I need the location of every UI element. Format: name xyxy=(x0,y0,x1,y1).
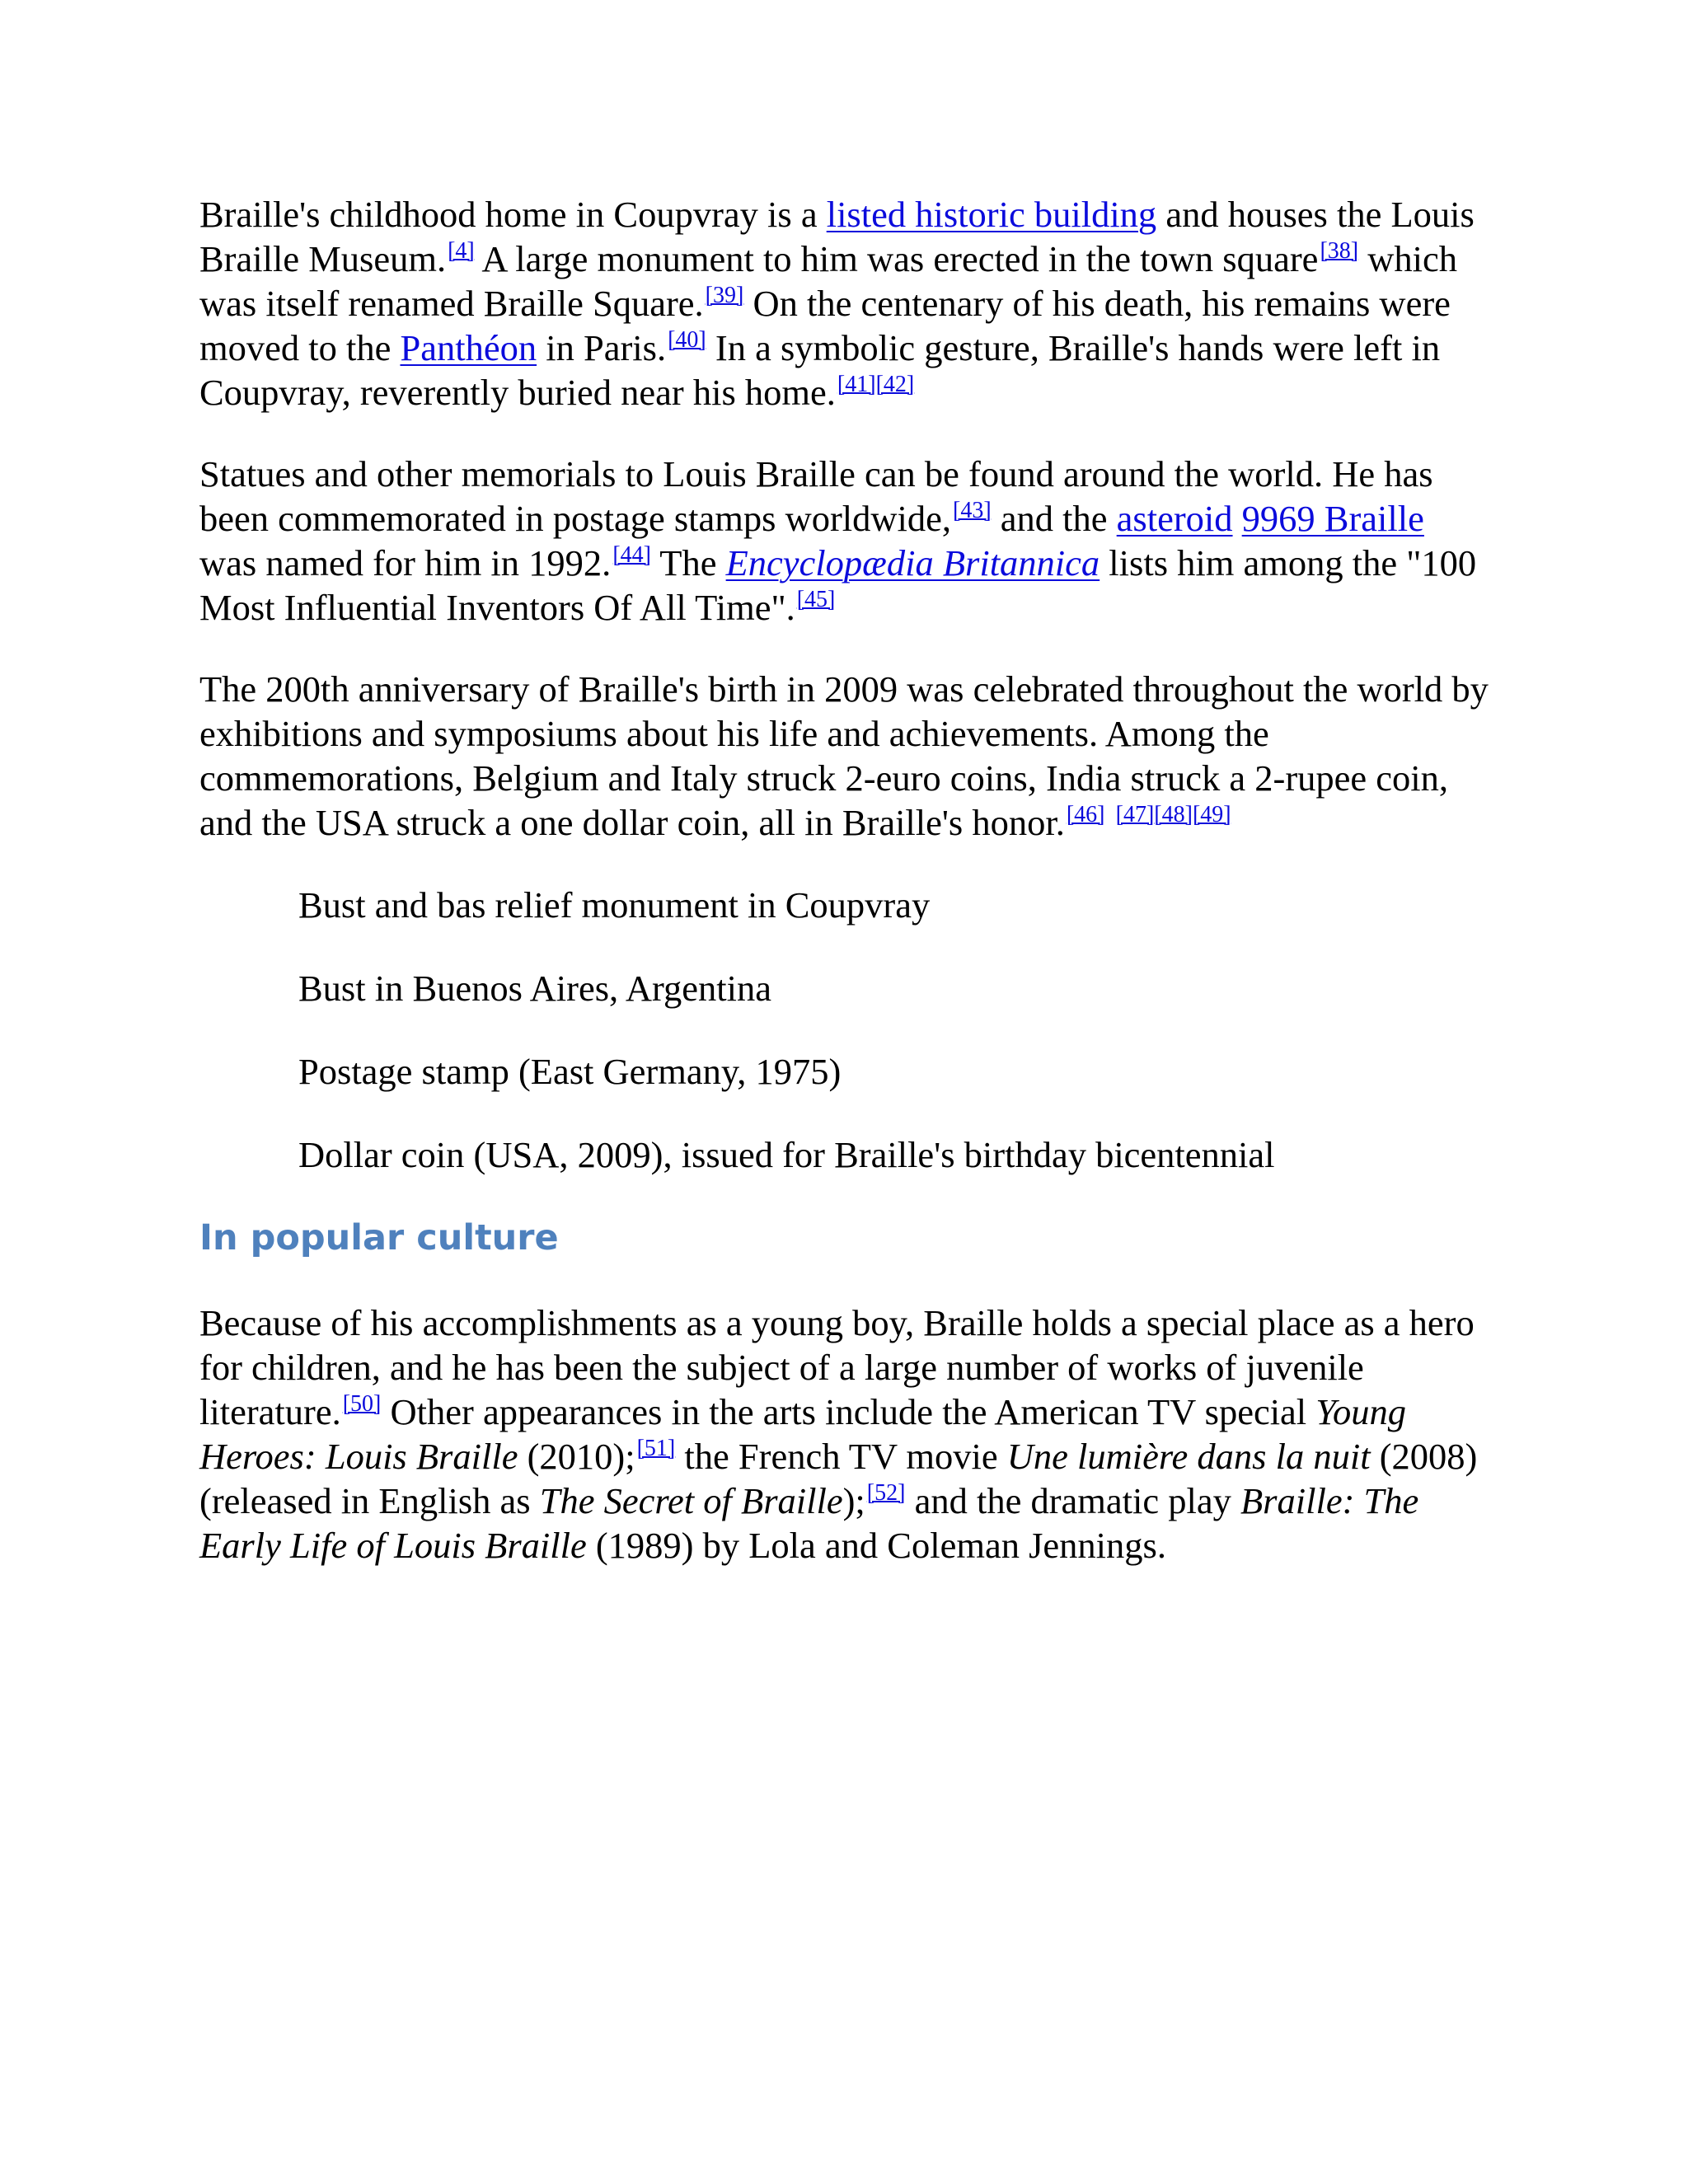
citation-link[interactable]: [47] xyxy=(1115,802,1155,827)
text: (1989) by Lola and Coleman Jennings. xyxy=(586,1525,1166,1566)
text: Braille's childhood home in Coupvray is a xyxy=(199,194,827,235)
link-text: Encyclopædia Britannica xyxy=(725,542,1100,583)
paragraph-memorials xyxy=(199,452,1490,630)
text: Other appearances in the arts include the American TV special xyxy=(381,1391,1316,1432)
citation-link[interactable]: [40] xyxy=(668,327,706,353)
citation-41-42[interactable] xyxy=(837,372,914,397)
text: In a symbolic gesture, Braille's hands were left in Coupvray, reverently buried near his home. xyxy=(199,327,1441,413)
title-young-heroes: Young Heroes: Louis Braille xyxy=(199,1391,1406,1477)
text: A large monument to him was erected in the town square xyxy=(474,238,1319,279)
citation-link[interactable]: [46] xyxy=(1066,802,1105,827)
citation-51[interactable] xyxy=(637,1436,676,1461)
text: which was itself renamed Braille Square. xyxy=(199,238,1457,324)
text xyxy=(1233,498,1242,539)
citation-link[interactable]: [43] xyxy=(953,498,992,523)
text: The 200th anniversary of Braille's birth in 2009 was celebrated throughout the world by exhibitions and symposiums about his life and achievements. Among the commemorations, Belgium and Italy struck 2-euro coins, India struck a 2-rupee coin, and the USA struck a one dollar coin, all in Braille's honor. xyxy=(199,668,1489,843)
citation-link[interactable]: [52] xyxy=(866,1480,906,1506)
paragraph-legacy-coupvray xyxy=(199,192,1490,415)
citation-link[interactable]: [38] xyxy=(1320,238,1359,264)
text: (2008) (released in English as xyxy=(199,1436,1478,1521)
text: and houses the Louis Braille Museum. xyxy=(199,194,1475,279)
citation-47-49[interactable] xyxy=(1116,802,1231,827)
citation-link[interactable]: [4] xyxy=(448,238,475,264)
title-secret-of-braille: The Secret of Braille xyxy=(539,1480,843,1521)
text: ); xyxy=(842,1480,865,1521)
gallery-captions xyxy=(298,882,1490,1178)
citation-link[interactable]: [39] xyxy=(705,283,744,308)
citation-link[interactable]: [49] xyxy=(1192,802,1231,827)
gallery-caption: Postage stamp (East Germany, 1975) xyxy=(298,1051,842,1092)
citation-40[interactable] xyxy=(668,327,706,353)
gallery-caption: Dollar coin (USA, 2009), issued for Braille's birthday bicentennial xyxy=(298,1134,1275,1175)
citation-link[interactable]: [50] xyxy=(342,1391,382,1417)
citation-46[interactable] xyxy=(1067,802,1105,827)
citation-43[interactable] xyxy=(953,498,992,523)
paragraph-anniversary xyxy=(199,667,1490,845)
text: Because of his accomplishments as a young boy, Braille holds a special place as a hero for children, and he has been the subject of a large number of works of juvenile literature. xyxy=(199,1302,1475,1432)
citation-link[interactable]: [45] xyxy=(796,587,836,612)
text: the French TV movie xyxy=(675,1436,1007,1477)
citation-52[interactable] xyxy=(867,1480,906,1506)
gallery-caption: Bust in Buenos Aires, Argentina xyxy=(298,968,771,1009)
text: Statues and other memorials to Louis Braille can be found around the world. He has been commemorated in postage stamps worldwide, xyxy=(199,453,1433,539)
citation-38[interactable] xyxy=(1320,238,1358,264)
text: in Paris. xyxy=(537,327,667,368)
citation-link[interactable]: [44] xyxy=(612,542,651,568)
citation-44[interactable] xyxy=(612,542,651,568)
link-pantheon[interactable]: Panthéon xyxy=(400,327,537,368)
title-une-lumiere: Une lumière dans la nuit xyxy=(1006,1436,1371,1477)
text: was named for him in 1992. xyxy=(199,542,612,583)
link-encyclopaedia-britannica[interactable] xyxy=(726,542,1100,583)
link-9969-braille[interactable]: 9969 Braille xyxy=(1241,498,1424,539)
citation-50[interactable] xyxy=(343,1391,382,1417)
citation-link[interactable]: [42] xyxy=(875,372,915,397)
citation-39[interactable] xyxy=(706,283,744,308)
link-listed-historic-building[interactable]: listed historic building xyxy=(826,194,1157,235)
text: and the xyxy=(991,498,1117,539)
text: (2010); xyxy=(518,1436,635,1477)
gallery-caption: Bust and bas relief monument in Coupvray xyxy=(298,884,931,926)
citation-link[interactable]: [48] xyxy=(1154,802,1193,827)
link-asteroid[interactable]: asteroid xyxy=(1116,498,1233,539)
title-braille-early-life: Braille: The Early Life of Louis Braille xyxy=(199,1480,1419,1566)
citation-link[interactable]: [51] xyxy=(636,1436,676,1461)
paragraph-popular-culture xyxy=(199,1301,1490,1568)
section-heading-popular-culture: In popular culture xyxy=(199,1217,559,1258)
citation-link[interactable]: [41] xyxy=(837,372,876,397)
text: The xyxy=(650,542,726,583)
text: lists him among the "100 Most Influential Inventors Of All Time". xyxy=(199,542,1477,628)
text: and the dramatic play xyxy=(905,1480,1240,1521)
text: On the centenary of his death, his remains were moved to the xyxy=(199,283,1451,368)
citation-45[interactable] xyxy=(797,587,836,612)
citation-4[interactable] xyxy=(448,238,475,264)
